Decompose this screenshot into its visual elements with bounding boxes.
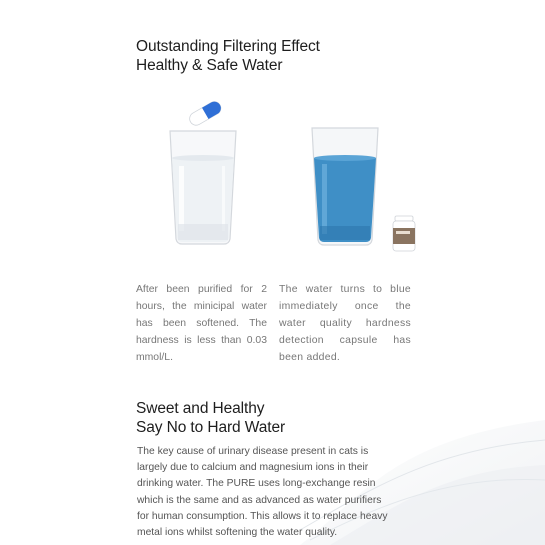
water-glass-blue bbox=[300, 120, 425, 252]
capsule-icon bbox=[187, 99, 223, 127]
reagent-bottle bbox=[393, 216, 415, 251]
section-heading-healthy bbox=[136, 399, 285, 437]
heading-line-2: Healthy & Safe Water bbox=[136, 57, 283, 74]
body-paragraph: The key cause of urinary disease present in cats is largely due to calcium and magnesium ions in their drinking water. The PURE uses long-exchange resin which is the same and as advanced as water purifiers for human consumption. This allows it to replace heavy metal ions whilst softening the water quality. bbox=[137, 446, 388, 539]
heading-line-1: Sweet and Healthy bbox=[136, 400, 265, 417]
water-glass-clear bbox=[158, 96, 248, 248]
section-heading-filtering bbox=[136, 37, 320, 75]
heading-line-2: Say No to Hard Water bbox=[136, 419, 286, 436]
right-caption: The water turns to blue immediately once the water quality hardness detection capsule has been added. bbox=[279, 284, 411, 363]
left-caption: After been purified for 2 hours, the minicipal water has been softened. The hardness is less than 0.03 mmol/L. bbox=[136, 284, 267, 363]
heading-line-1: Outstanding Filtering Effect bbox=[136, 38, 320, 55]
